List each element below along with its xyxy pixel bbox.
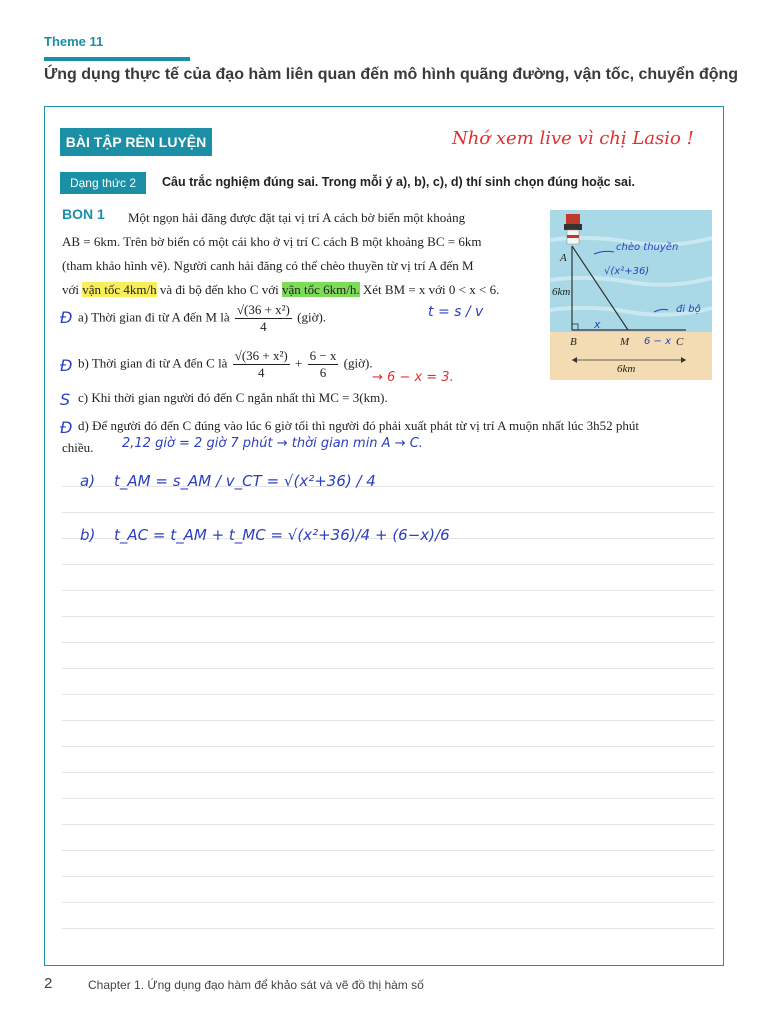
- ruled-line: [62, 876, 714, 877]
- ruled-line: [62, 642, 714, 643]
- item-d-line-2: chiều.: [62, 440, 94, 455]
- item-b-fraction-2: $\frac{6 - x}{6}$: [309, 348, 337, 380]
- ruled-line: [62, 746, 714, 747]
- section-label: BÀI TẬP RÈN LUYỆN: [60, 128, 212, 156]
- work-b-expression: t_AC = t_AM + t_MC = √(x²+36)/4 + (6−x)/6: [114, 526, 450, 544]
- ruled-line: [62, 512, 714, 513]
- ruled-line: [62, 798, 714, 799]
- problem-line-1: Một ngọn hải đăng được đặt tại vị trí A cách bờ biển một khoảng: [128, 210, 466, 225]
- item-c: c) Khi thời gian người đó đến C ngắn nhất thì MC = 3(km).: [78, 390, 388, 405]
- item-d-mark: Đ: [60, 418, 73, 437]
- problem-id: BON 1: [62, 206, 105, 222]
- figure-note-6-minus-x: 6 − x: [644, 336, 672, 347]
- figure-label-6km-bottom: 6km: [617, 363, 636, 375]
- item-a-note: t = s / v: [428, 304, 484, 320]
- work-a-expression: t_AM = s_AM / v_CT = √(x²+36) / 4: [114, 472, 376, 490]
- problem-statement: [62, 206, 532, 302]
- figure-label-A: A: [560, 252, 567, 264]
- lighthouse-figure: [550, 210, 712, 380]
- theme-title: Ứng dụng thực tế của đạo hàm liên quan đến mô hình quãng đường, vận tốc, chuyển động: [44, 66, 739, 83]
- work-a-label: a): [80, 472, 96, 490]
- ruled-line: [62, 902, 714, 903]
- figure-note-x: x: [594, 318, 601, 331]
- item-c-mark: S: [60, 390, 71, 409]
- item-a: a) Thời gian đi từ A đến M là $\frac{\text{√(36 + x²)}}{4}$ (giờ).: [78, 302, 327, 334]
- item-d-note: 2,12 giờ = 2 giờ 7 phút → thời gian min A → C.: [122, 436, 423, 451]
- ruled-line: [62, 694, 714, 695]
- item-a-fraction: $\frac{\text{√(36 + x²)}}{4}$: [236, 302, 290, 334]
- highlight-speed-walk: vận tốc 6km/h.: [281, 282, 360, 297]
- figure-label-M: M: [620, 336, 630, 348]
- item-b-note: → 6 − x = 3.: [372, 370, 454, 385]
- handwritten-note-red: Nhớ xem live vì chị Lasio !: [452, 128, 694, 149]
- item-b-mark: Đ: [60, 356, 73, 375]
- ruled-line: [62, 824, 714, 825]
- figure-note-walk: đi bộ: [676, 304, 701, 315]
- problem-line-2: AB = 6km. Trên bờ biển có một cái kho ở vị trí C cách B một khoảng BC = 6km: [62, 234, 482, 249]
- ruled-line: [62, 590, 714, 591]
- ruled-line: [62, 928, 714, 929]
- figure-label-C: C: [676, 336, 684, 348]
- work-b-label: b): [80, 526, 96, 544]
- item-b: b) Thời gian đi từ A đến C là $\frac{\text{√(36 + x²)}}{4}$ + $\frac{6 - x}{6}$ (giờ).: [78, 348, 373, 380]
- dang-label: Dạng thức 2: [60, 172, 146, 194]
- highlight-speed-boat: vận tốc 4km/h: [82, 282, 157, 297]
- item-d-line-1: d) Để người đó đến C đúng vào lúc 6 giờ tối thì người đó phải xuất phát từ vị trí A muộn nhất lúc 3h52 phút: [78, 418, 639, 433]
- figure-note-sqrt: √(x²+36): [604, 266, 650, 277]
- problem-line-4: với vận tốc 4km/h và đi bộ đến kho C với vận tốc 6km/h. Xét BM = x với 0 < x < 6.: [62, 282, 500, 297]
- figure-label-B: B: [570, 336, 577, 348]
- ruled-line: [62, 772, 714, 773]
- theme-label: Theme 11: [44, 34, 104, 49]
- page-number: 2: [44, 975, 53, 992]
- item-b-fraction-1: $\frac{\text{√(36 + x²)}}{4}$: [234, 348, 288, 380]
- theme-underline: [44, 57, 190, 61]
- dang-instruction: Câu trắc nghiệm đúng sai. Trong mỗi ý a), b), c), d) thí sinh chọn đúng hoặc sai.: [162, 175, 635, 189]
- figure-note-boat: chèo thuyền: [616, 242, 679, 253]
- chapter-footer: Chapter 1. Ứng dụng đạo hàm để khảo sát và vẽ đồ thị hàm số: [88, 978, 424, 992]
- ruled-line: [62, 616, 714, 617]
- ruled-line: [62, 850, 714, 851]
- figure-label-6km-left: 6km: [552, 286, 571, 298]
- problem-line-3: (tham khảo hình vẽ). Người canh hải đăng có thể chèo thuyền từ vị trí A đến M: [62, 258, 474, 273]
- ruled-line: [62, 720, 714, 721]
- item-a-mark: Đ: [60, 308, 73, 327]
- ruled-line: [62, 668, 714, 669]
- ruled-line: [62, 564, 714, 565]
